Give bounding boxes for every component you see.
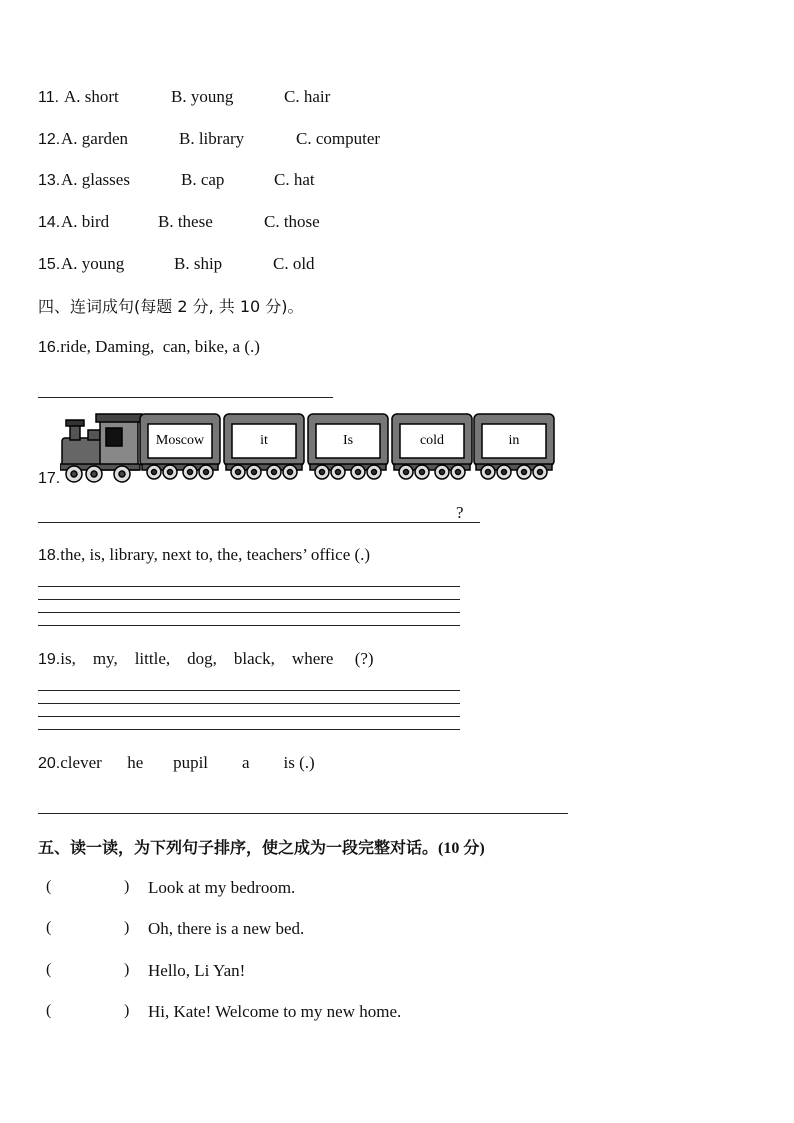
close-paren: ) <box>124 961 130 978</box>
option-c: C. those <box>264 212 320 231</box>
open-paren: ( <box>46 1002 52 1019</box>
option-c: C. computer <box>296 129 381 148</box>
option-b: B. these <box>158 212 213 231</box>
question-text: clever he pupil a is (.) <box>60 753 315 772</box>
open-paren: ( <box>46 878 52 895</box>
locomotive-icon <box>60 414 142 482</box>
question-number: 16. <box>38 339 61 356</box>
question-text: ride, Daming, can, bike, a (.) <box>60 337 260 356</box>
answer-blank[interactable] <box>62 959 120 981</box>
sentence: Hi, Kate! Welcome to my new home. <box>148 1002 402 1021</box>
question-19 <box>38 649 374 669</box>
section-5-title <box>38 835 485 858</box>
question-number: 14. <box>38 214 61 231</box>
question-text: the, is, library, next to, the, teachers’ office (.) <box>60 545 371 564</box>
close-paren: ) <box>124 919 130 936</box>
option-c: C. old <box>273 254 315 273</box>
option-c: C. hair <box>284 87 331 106</box>
answer-blank[interactable] <box>62 917 120 939</box>
section-5-title-cn: 五、读一读，为下列句子排序，使之成为一段完整对话。 <box>38 838 439 857</box>
sentence: Oh, there is a new bed. <box>148 919 305 938</box>
train-word-3: Is <box>342 433 354 448</box>
option-b: B. cap <box>181 170 225 189</box>
open-paren: ( <box>46 961 52 978</box>
option-a: A. glasses <box>61 170 130 189</box>
option-a: A. young <box>61 254 125 273</box>
answer-line[interactable] <box>38 522 480 523</box>
section-4-title: 四、连词成句(每题 2 分, 共 10 分)。 <box>38 297 304 316</box>
question-16 <box>38 337 260 357</box>
question-number: 12. <box>38 131 61 148</box>
option-b: B. young <box>171 87 234 106</box>
train-word-4: cold <box>419 433 445 448</box>
train-word-2: it <box>260 433 268 448</box>
question-17-number <box>38 468 60 488</box>
option-b: B. library <box>179 129 245 148</box>
sentence: Hello, Li Yan! <box>148 961 246 980</box>
option-a: A. bird <box>61 212 110 231</box>
section-5-points: (10 分) <box>438 840 485 857</box>
sentence: Look at my bedroom. <box>148 878 296 897</box>
question-number: 19. <box>38 651 61 668</box>
question-number: 13. <box>38 172 61 189</box>
question-mark: ? <box>456 503 464 522</box>
question-20 <box>38 753 315 773</box>
answer-line[interactable] <box>38 397 333 398</box>
answer-blank[interactable] <box>62 876 120 898</box>
option-b: B. ship <box>174 254 223 273</box>
question-number: 15. <box>38 256 61 273</box>
option-c: C. hat <box>274 170 315 189</box>
question-18 <box>38 545 370 565</box>
close-paren: ) <box>124 1002 130 1019</box>
answer-blank[interactable] <box>62 1000 120 1022</box>
question-number: 11. <box>38 89 60 106</box>
train-word-1: Moscow <box>155 433 205 448</box>
close-paren: ) <box>124 878 130 895</box>
option-a: A. short <box>64 87 119 106</box>
question-text: is, my, little, dog, black, where (?) <box>60 649 374 668</box>
option-a: A. garden <box>61 129 129 148</box>
answer-line[interactable] <box>38 813 568 814</box>
train-word-5: in <box>508 433 520 448</box>
question-number: 20. <box>38 755 61 772</box>
question-number: 17. <box>38 470 61 487</box>
question-number: 18. <box>38 547 61 564</box>
open-paren: ( <box>46 919 52 936</box>
train-illustration <box>60 410 560 486</box>
